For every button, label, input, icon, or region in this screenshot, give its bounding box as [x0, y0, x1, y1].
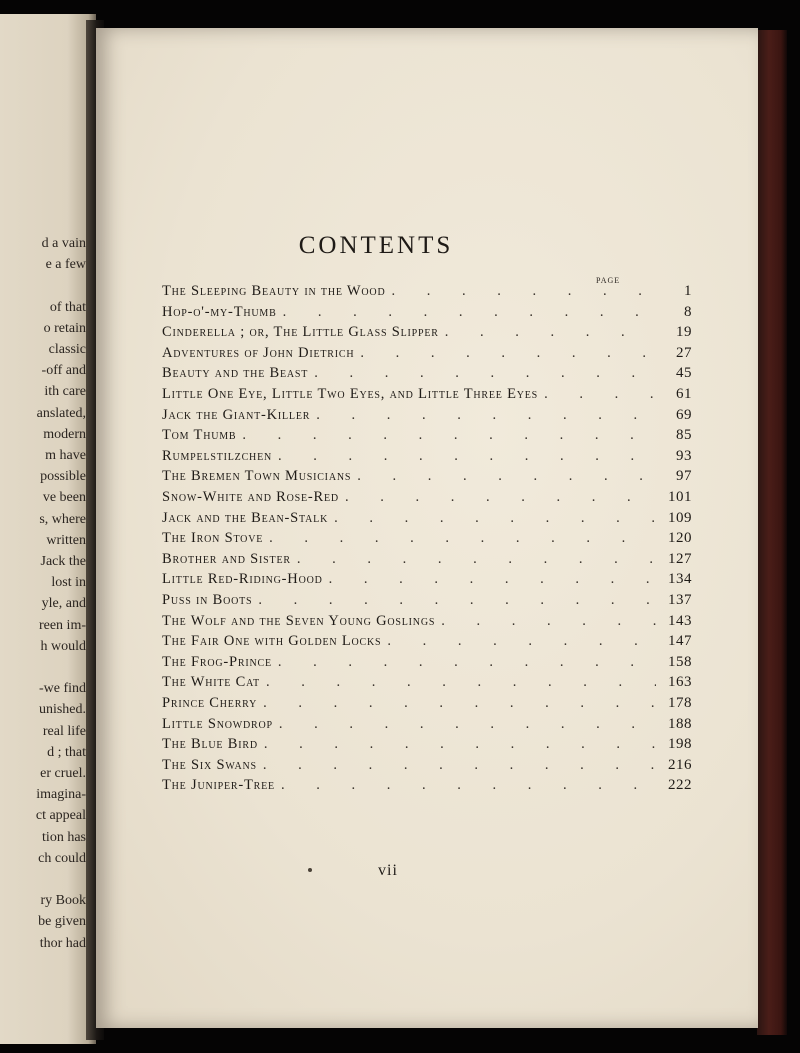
toc-entry-page: 222	[668, 777, 692, 794]
left-page-line: thor had	[39, 935, 86, 951]
toc-entry-page: 120	[668, 530, 692, 547]
toc-entry-title: Little Red-Riding-Hood	[162, 571, 323, 588]
toc-entry-page: 147	[668, 633, 692, 650]
left-page-line: m have	[45, 448, 86, 463]
toc-entry-page: 137	[668, 592, 692, 608]
contents-title: CONTENTS	[298, 232, 454, 259]
toc-entry-title: Jack the Giant-Killer	[162, 406, 311, 423]
leader-dots	[281, 777, 656, 794]
left-page	[0, 14, 96, 1044]
left-page-line: ve been	[42, 490, 86, 506]
left-page-line: real life	[42, 723, 86, 739]
left-page-line: reen im-	[38, 617, 86, 633]
toc-entry-page: 69	[676, 406, 692, 423]
toc-entry-page: 19	[676, 324, 692, 341]
leader-dots	[242, 427, 656, 444]
toc-entry	[162, 654, 692, 674]
leader-dots	[334, 510, 656, 527]
toc-entry-page: 97	[676, 468, 692, 485]
right-page	[96, 28, 758, 1028]
toc-entry-page: 8	[684, 303, 692, 320]
toc-entry	[162, 736, 692, 756]
toc-entry	[162, 489, 692, 509]
leader-dots	[345, 489, 656, 506]
leader-dots	[269, 530, 656, 547]
toc-entry-title: Rumpelstilzchen	[162, 447, 273, 464]
page-number: vii	[378, 862, 398, 879]
left-page-line: imagina-	[36, 787, 86, 803]
left-page-line: unished.	[38, 702, 86, 718]
toc-entry-title: The Juniper-Tree	[162, 777, 275, 794]
toc-entry-title: Tom Thumb	[162, 427, 237, 444]
left-page-line: ch could	[38, 850, 86, 866]
toc-entry	[162, 386, 692, 406]
left-page-line: s, where	[39, 511, 86, 527]
toc-entry-page: 27	[676, 344, 692, 361]
left-page-line: er cruel.	[40, 766, 86, 781]
toc-entry-title: The Six Swans	[162, 756, 257, 773]
left-page-line: d a vain	[41, 236, 86, 251]
leader-dots	[357, 468, 656, 485]
left-page-line: ith care	[44, 384, 86, 400]
left-page-line: possible	[40, 469, 86, 485]
left-page-line: Jack the	[40, 554, 86, 569]
paper-speck	[308, 868, 312, 872]
left-page-line: h would	[40, 638, 86, 654]
left-page-line: yle, and	[41, 596, 86, 612]
toc-entry-page: 178	[668, 695, 692, 711]
leader-dots	[314, 365, 656, 382]
toc-entry	[162, 283, 692, 303]
toc-entry-page: 61	[676, 386, 692, 402]
toc-entry-page: 127	[668, 550, 692, 567]
toc-entry-title: Jack and the Bean-Stalk	[162, 509, 329, 526]
toc-entry-page: 134	[668, 571, 692, 588]
toc-entry-title: The Bremen Town Musicians	[162, 468, 352, 485]
toc-entry	[162, 365, 692, 385]
toc-entry-page: 93	[676, 447, 692, 464]
page-column-heading: PAGE	[596, 276, 621, 285]
toc-entry-page: 198	[668, 736, 692, 753]
toc-entry-title: Little Snowdrop	[162, 715, 273, 732]
leader-dots	[266, 674, 656, 691]
left-page-line: anslated,	[36, 405, 86, 421]
toc-entry-title: The Frog-Prince	[162, 653, 272, 670]
leader-dots	[445, 324, 656, 341]
left-page-line: tion has	[42, 829, 86, 845]
toc-entry-page: 163	[668, 674, 692, 691]
toc-entry	[162, 468, 692, 488]
toc-entry	[162, 757, 692, 777]
toc-entry-title: The Blue Bird	[162, 736, 258, 753]
toc-entry	[162, 716, 692, 736]
leader-dots	[263, 757, 656, 774]
toc-entry-page: 45	[676, 365, 692, 382]
toc-entry-page: 101	[668, 489, 692, 505]
left-page-line: -off and	[41, 363, 86, 379]
leader-dots	[278, 448, 656, 465]
leader-dots	[329, 571, 656, 588]
toc-entry	[162, 427, 692, 447]
toc-entry	[162, 407, 692, 427]
toc-entry-title: The Sleeping Beauty in the Wood	[162, 283, 386, 299]
leader-dots	[279, 716, 656, 733]
leader-dots	[544, 386, 656, 403]
leader-dots	[258, 592, 656, 609]
toc-entry-title: Adventures of John Dietrich	[162, 344, 355, 361]
toc-entry-page: 158	[668, 653, 692, 670]
leader-dots	[360, 345, 656, 362]
left-page-line: written	[46, 532, 86, 548]
toc-entry	[162, 674, 692, 694]
toc-entry-page: 188	[668, 715, 692, 732]
toc-entry-title: Puss in Boots	[162, 592, 253, 608]
leader-dots	[283, 304, 656, 321]
left-page-line: classic	[48, 342, 86, 357]
toc-entry	[162, 777, 692, 797]
toc-entry-title: Brother and Sister	[162, 550, 291, 567]
left-page-line: ct appeal	[35, 808, 86, 824]
toc-entry	[162, 695, 692, 715]
page-edge	[757, 30, 787, 1035]
left-page-line: -we find	[38, 681, 86, 697]
toc-entry	[162, 304, 692, 324]
toc-entry-title: The Wolf and the Seven Young Goslings	[162, 612, 436, 629]
left-page-line: o retain	[43, 320, 86, 336]
toc-entry-title: Beauty and the Beast	[162, 365, 309, 382]
toc-entry-title: Little One Eye, Little Two Eyes, and Little Three Eyes	[162, 386, 539, 402]
toc-entry-page: 216	[668, 756, 692, 773]
toc-entry	[162, 345, 692, 365]
left-page-line: modern	[43, 426, 86, 442]
left-page-line: ry Book	[40, 893, 86, 909]
toc-entry	[162, 324, 692, 344]
left-page-line: e a few	[45, 257, 86, 273]
toc-entry	[162, 510, 692, 530]
toc-entry	[162, 448, 692, 468]
toc-entry	[162, 613, 692, 633]
toc-entry	[162, 571, 692, 591]
left-page-line: lost in	[51, 575, 86, 591]
toc-entry-page: 85	[676, 427, 692, 444]
toc-entry-title: Cinderella ; or, The Little Glass Slipper	[162, 324, 439, 341]
left-page-line: of that	[49, 299, 86, 315]
toc-entry-page: 109	[668, 509, 692, 526]
leader-dots	[316, 407, 656, 424]
leader-dots	[387, 633, 656, 650]
leader-dots	[441, 613, 656, 630]
toc-entry-title: The White Cat	[162, 674, 260, 691]
toc-entry-page: 143	[668, 612, 692, 629]
toc-entry-page: 1	[684, 283, 692, 299]
toc-entry	[162, 592, 692, 612]
leader-dots	[297, 551, 656, 568]
toc-entry	[162, 633, 692, 653]
toc-entry-title: Snow-White and Rose-Red	[162, 489, 339, 505]
leader-dots	[391, 283, 656, 300]
toc-entry-title: Hop-o'-my-Thumb	[162, 303, 277, 320]
toc-entry-title: The Fair One with Golden Locks	[162, 633, 382, 650]
left-page-line: be given	[38, 914, 86, 930]
leader-dots	[263, 695, 656, 712]
left-page-line: d ; that	[47, 744, 86, 760]
toc-entry-title: Prince Cherry	[162, 695, 258, 711]
leader-dots	[264, 736, 656, 753]
toc-entry-title: The Iron Stove	[162, 530, 264, 547]
toc-entry	[162, 530, 692, 550]
toc-entry	[162, 551, 692, 571]
leader-dots	[278, 654, 656, 671]
